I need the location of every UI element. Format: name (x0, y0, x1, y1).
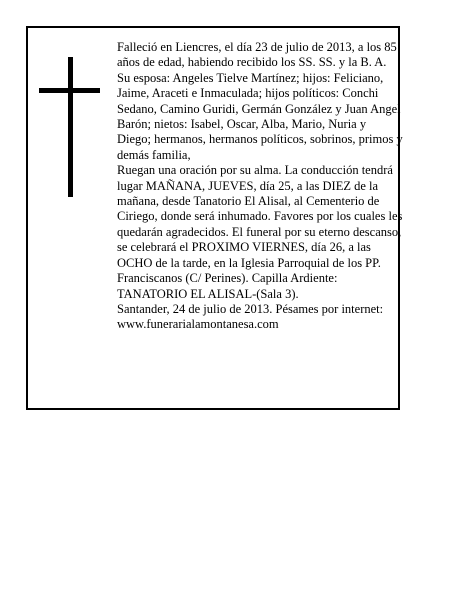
obituary-text (117, 40, 403, 333)
cross-vertical-bar (68, 57, 73, 197)
paragraph-family: Su esposa: Angeles Tielve Martínez; hijos: Feliciano, Jaime, Araceti e Inmaculada; hijos políticos: Conchi Sedano, Camino Guridi, Germán González y Juan Angel Barón; nietos: Isabel, Oscar, Alba, Mario, Nuria y Diego; hermanos, hermanos políticos, sobrinos, primos y demás familia, (117, 70, 403, 162)
cross-horizontal-bar (39, 88, 100, 93)
paragraph-death-announcement: Falleció en Liencres, el día 23 de julio de 2013, a los 85 años de edad, habiendo recibido los SS. SS. y la B. A. (117, 40, 397, 70)
paragraph-ceremony: Ruegan una oración por su alma. La conducción tendrá lugar MAÑANA, JUEVES, día 25, a las DIEZ de la mañana, desde Tanatorio El Alisal, al Cementerio de Ciriego, donde será inhumado. Favores por los cuales les quedarán agradecidos. El funeral por su eterno descanso, se celebrará el PROXIMO VIERNES, día 26, a las OCHO de la tarde, en la Iglesia Parroquial de los PP. Franciscanos (C/ Perines). Capilla Ardiente: TANATORIO EL ALISAL-(Sala 3). (117, 163, 403, 301)
obituary-notice (26, 26, 403, 410)
paragraph-place-date: Santander, 24 de julio de 2013. Pésames por internet: www.funerarialamontanesa.com (117, 301, 384, 332)
